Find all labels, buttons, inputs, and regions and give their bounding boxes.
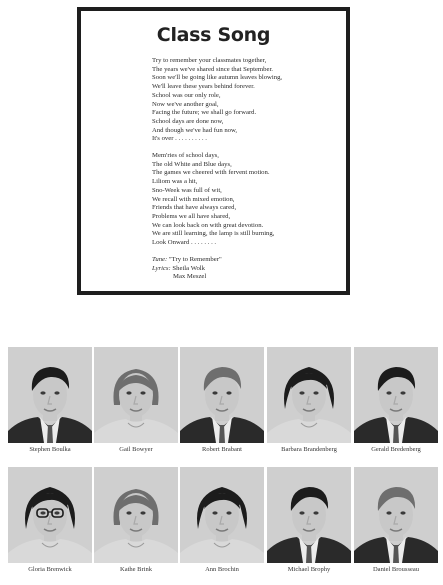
lyric-line: Mem'ries of school days, — [152, 152, 219, 159]
student-portrait — [354, 347, 438, 454]
lyric-line: The years we've shared since that September. — [152, 65, 273, 73]
student-portrait — [180, 347, 264, 454]
lyric-line: Now we've another goal, — [152, 100, 219, 108]
portrait-photo — [354, 467, 438, 563]
student-name: Ann Brochin — [205, 566, 239, 573]
tune-value: "Try to Remember" — [168, 256, 222, 263]
student-name: Robert Brabant — [202, 446, 242, 453]
portrait-photo — [94, 347, 178, 443]
lyric-line: Problems we all have shared, — [152, 212, 231, 220]
student-portrait — [8, 347, 92, 454]
tune-label: Tune: — [152, 256, 168, 263]
student-portrait — [267, 347, 351, 454]
lyrics-label: Lyrics: — [152, 264, 171, 272]
lyric-line: Liliom was a hit, — [152, 178, 198, 186]
class-song-panel — [77, 7, 350, 295]
portrait-photo — [354, 347, 438, 443]
song-verse-2 — [152, 152, 274, 248]
student-portrait — [180, 467, 264, 574]
lyricist-1: Sheila Wolk — [172, 264, 206, 272]
portrait-photo — [8, 347, 92, 443]
student-portrait — [94, 467, 178, 574]
portrait-photo — [180, 467, 264, 563]
lyric-line: Friends that have always cared, — [152, 204, 237, 212]
student-name: Stephen Boulka — [29, 446, 71, 453]
portrait-photo — [267, 467, 351, 563]
student-name: Barbara Brandenberg — [281, 446, 337, 453]
lyric-line: Look Onward . . . . . . . . — [152, 239, 217, 247]
lyric-line: It's over . . . . . . . . . . — [152, 135, 207, 143]
lyric-line: School days are done now, — [152, 117, 224, 125]
lyricist-2: Max Meszel — [173, 273, 207, 281]
student-name: Gerald Bredenberg — [371, 446, 421, 453]
student-name: Gail Bowyer — [119, 446, 153, 453]
lyric-line: And though we've had fun now, — [152, 126, 238, 134]
lyric-line: We are still learning, the lamp is still burning, — [152, 230, 275, 238]
student-name: Michael Brophy — [287, 566, 331, 573]
student-name: Kathe Brink — [120, 566, 152, 573]
song-verse-1 — [152, 57, 282, 144]
student-portrait — [8, 467, 92, 574]
song-title: Class Song — [156, 24, 271, 46]
lyric-line: The old White and Blue days, — [152, 160, 232, 168]
portrait-photo — [267, 347, 351, 443]
portrait-photo — [8, 467, 92, 563]
lyric-line: We'll leave these years behind forever. — [152, 83, 255, 91]
lyric-line: The games we cheered with fervent motion. — [152, 169, 270, 177]
lyric-line: School was our only role, — [152, 91, 221, 99]
student-name: Daniel Brousseau — [372, 566, 420, 573]
lyric-line: We can look back on with great devotion. — [152, 221, 264, 229]
portrait-photo — [180, 347, 264, 443]
student-portrait — [94, 347, 178, 454]
lyric-line: Sno-Week was full of wit, — [152, 186, 222, 194]
portrait-photo — [94, 467, 178, 563]
student-name: Gloria Brenwick — [28, 566, 72, 573]
lyric-line: Try to remember your classmates together, — [152, 57, 267, 64]
song-credits — [152, 256, 222, 282]
lyric-line: Facing the future; we shall go forward. — [152, 109, 257, 117]
lyric-line: Soon we'll be going like autumn leaves blowing, — [152, 74, 283, 82]
student-portrait — [267, 467, 351, 574]
student-portrait — [354, 467, 438, 574]
lyric-line: We recall with mixed emotion, — [152, 195, 235, 203]
